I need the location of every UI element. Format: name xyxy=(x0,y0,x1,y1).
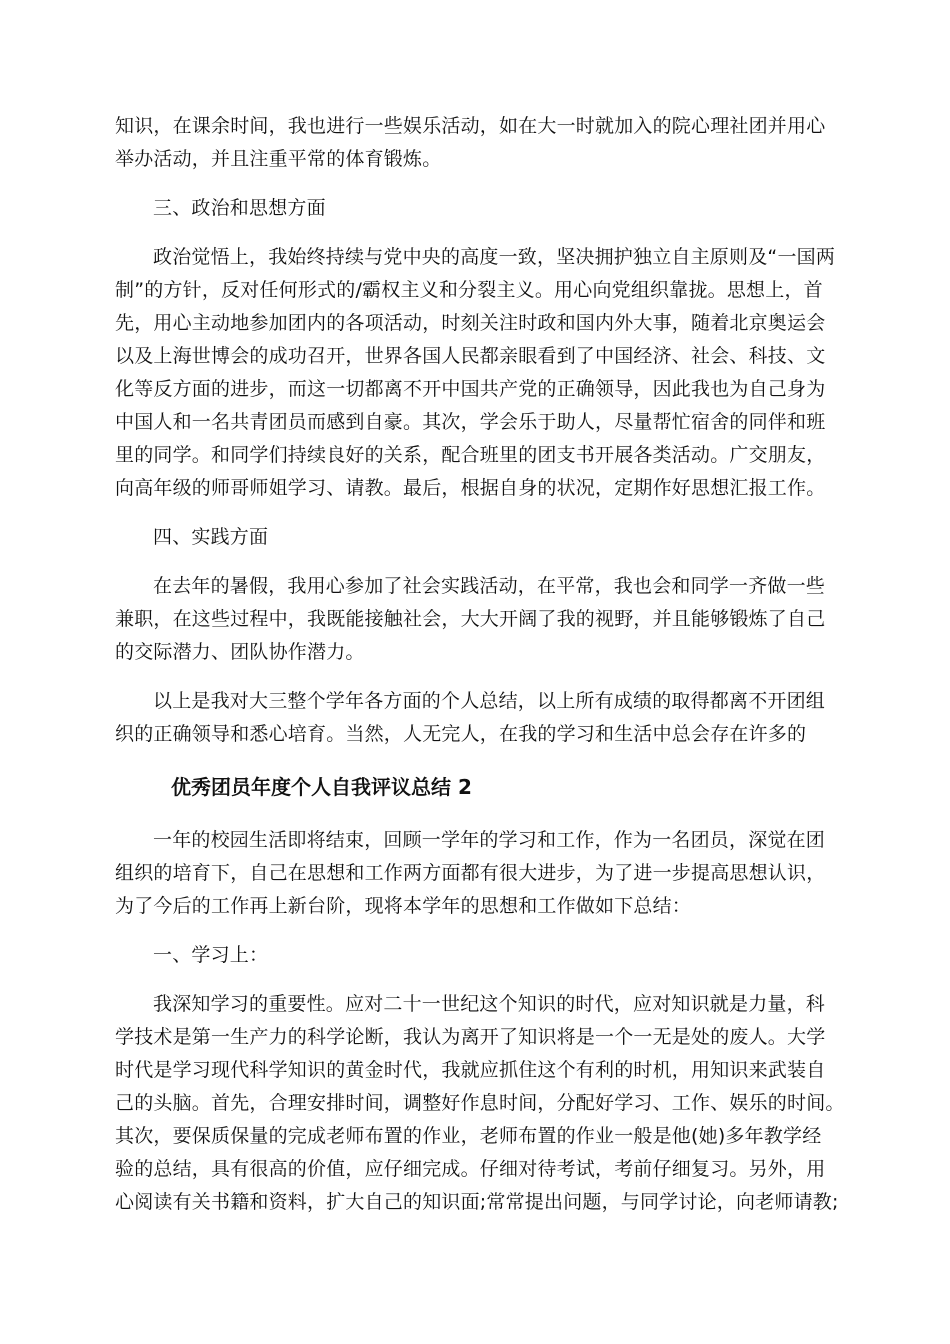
paragraph-line: 在去年的暑假，我用心参加了社会实践活动，在平常，我也会和同学一齐做一些 xyxy=(153,575,826,597)
paragraph-line: 向高年级的师哥师姐学习、请教。最后，根据自身的状况，定期作好思想汇报工作。 xyxy=(115,477,826,499)
paragraph-line: 举办活动，并且注重平常的体育锻炼。 xyxy=(115,148,442,170)
paragraph-line: 政治觉悟上，我始终持续与党中央的高度一致，坚决拥护独立自主原则及“一国两 xyxy=(153,246,836,268)
paragraph-line: 其次，要保质保量的完成老师布置的作业，老师布置的作业一般是他(她)多年教学经 xyxy=(115,1125,822,1147)
paragraph-line: 为了今后的工作再上新台阶，现将本学年的思想和工作做如下总结： xyxy=(115,895,692,917)
paragraph-line: 里的同学。和同学们持续良好的关系，配合班里的团支书开展各类活动。广交朋友， xyxy=(115,444,826,466)
paragraph-line: 兼职，在这些过程中，我既能接触社会，大大开阔了我的视野，并且能够锻炼了自己 xyxy=(115,608,826,630)
paragraph-line: 的交际潜力、团队协作潜力。 xyxy=(115,641,365,663)
section-heading: 三、政治和思想方面 xyxy=(153,197,326,219)
paragraph-line: 制”的方针，反对任何形式的/霸权主义和分裂主义。用心向党组织靠拢。思想上，首 xyxy=(115,279,823,301)
paragraph-line: 以及上海世博会的成功召开，世界各国人民都亲眼看到了中国经济、社会、科技、文 xyxy=(115,345,826,367)
paragraph-line: 知识，在课余时间，我也进行一些娱乐活动，如在大一时就加入的院心理社团并用心 xyxy=(115,115,826,137)
paragraph-line: 织的正确领导和悉心培育。当然，人无完人，在我的学习和生活中总会存在许多的 xyxy=(115,723,807,745)
paragraph-line: 验的总结，具有很高的价值，应仔细完成。仔细对待考试，考前仔细复习。另外，用 xyxy=(115,1158,826,1180)
paragraph-line: 化等反方面的进步，而这一切都离不开中国共产党的正确领导，因此我也为自己身为 xyxy=(115,378,826,400)
paragraph-line: 己的头脑。首先，合理安排时间，调整好作息时间，分配好学习、工作、娱乐的时间。 xyxy=(115,1092,845,1114)
document-title: 优秀团员年度个人自我评议总结 2 xyxy=(171,775,472,799)
paragraph-line: 时代是学习现代科学知识的黄金时代，我就应抓住这个有利的时机，用知识来武装自 xyxy=(115,1059,826,1081)
paragraph-line: 我深知学习的重要性。应对二十一世纪这个知识的时代，应对知识就是力量，科 xyxy=(153,993,826,1015)
section-heading: 四、实践方面 xyxy=(153,526,269,548)
paragraph-line: 学技术是第一生产力的科学论断，我认为离开了知识将是一个一无是处的废人。大学 xyxy=(115,1026,826,1048)
paragraph-line: 一年的校园生活即将结束，回顾一学年的学习和工作，作为一名团员，深觉在团 xyxy=(153,829,826,851)
paragraph-line: 组织的培育下，自己在思想和工作两方面都有很大进步，为了进一步提高思想认识， xyxy=(115,862,826,884)
paragraph-line: 以上是我对大三整个学年各方面的个人总结，以上所有成绩的取得都离不开团组 xyxy=(153,690,826,712)
paragraph-line: 先，用心主动地参加团内的各项活动，时刻关注时政和国内外大事，随着北京奥运会 xyxy=(115,312,826,334)
section-heading: 一、学习上： xyxy=(153,944,269,966)
paragraph-line: 心阅读有关书籍和资料，扩大自己的知识面;常常提出问题，与同学讨论，向老师请教; xyxy=(115,1191,839,1213)
paragraph-line: 中国人和一名共青团员而感到自豪。其次，学会乐于助人，尽量帮忙宿舍的同伴和班 xyxy=(115,411,826,433)
